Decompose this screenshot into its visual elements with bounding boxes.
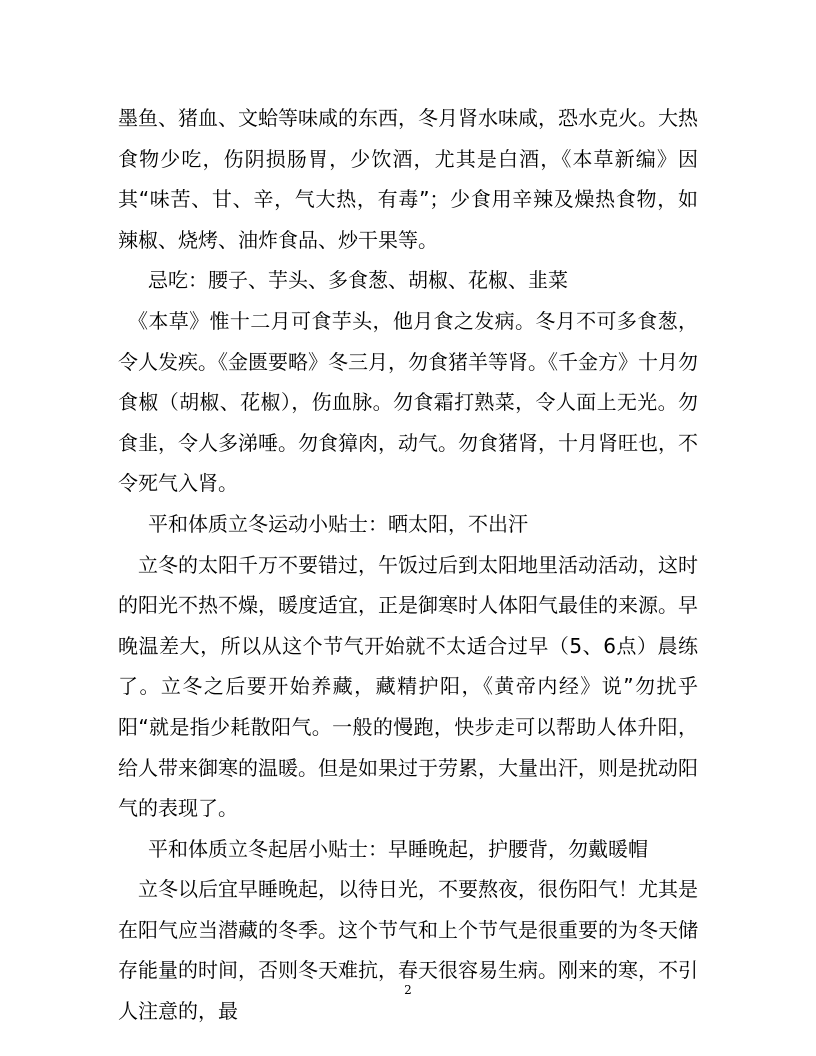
paragraph-classical-references: 《本草》惟十二月可食芋头，他月食之发病。冬月不可多食葱，令人发疾。《金匮要略》冬三月，勿食猪羊等肾。《千金方》十月勿食椒（胡椒、花椒），伤血脉。勿食霜打熟菜，令人面上无光。勿食韭，令人多涕唾。勿食獐肉，动气。勿食猪肾，十月肾旺也，不令死气入肾。 bbox=[118, 308, 698, 496]
body-text bbox=[118, 98, 698, 1032]
paragraph-lifestyle-advice: 立冬以后宜早睡晚起，以待日光，不要熬夜，很伤阳气！尤其是在阳气应当潜藏的冬季。这个节气和上个节气是很重要的为冬天储存能量的时间，否则冬天难抗，春天很容易生病。刚来的寒，不引人注意的，最 bbox=[118, 877, 698, 1024]
paragraph-avoid-foods-heading: 忌吃：腰子、芋头、多食葱、胡椒、花椒、韭菜 bbox=[148, 268, 568, 293]
paragraph-lifestyle-heading: 平和体质立冬起居小贴士：早睡晚起，护腰背，勿戴暖帽 bbox=[148, 836, 648, 861]
paragraph-exercise-heading: 平和体质立冬运动小贴士：晒太阳，不出汗 bbox=[148, 511, 528, 536]
paragraph-exercise-advice: 立冬的太阳千万不要错过，午饭过后到太阳地里活动活动，这时的阳光不热不燥，暖度适宜，正是御寒时人体阳气最佳的来源。早晚温差大，所以从这个节气开始就不太适合过早（5、6点）晨练了。立冬之后要开始养藏，藏精护阳，《黄帝内经》说”勿扰乎阳“就是指少耗散阳气。一般的慢跑，快步走可以帮助人体升阳，给人带来御寒的温暖。但是如果过于劳累，大量出汗，则是扰动阳气的表现了。 bbox=[118, 552, 698, 821]
paragraph-food-warning: 墨鱼、猪血、文蛤等味咸的东西，冬月肾水味咸，恐水克火。大热食物少吃，伤阴损肠胃，少饮酒，尤其是白酒，《本草新编》因其“味苦、甘、辛，气大热，有毒”；少食用辛辣及燥热食物，如辣椒、烧烤、油炸食品、炒干果等。 bbox=[118, 106, 698, 252]
page-number: 2 bbox=[404, 983, 412, 997]
